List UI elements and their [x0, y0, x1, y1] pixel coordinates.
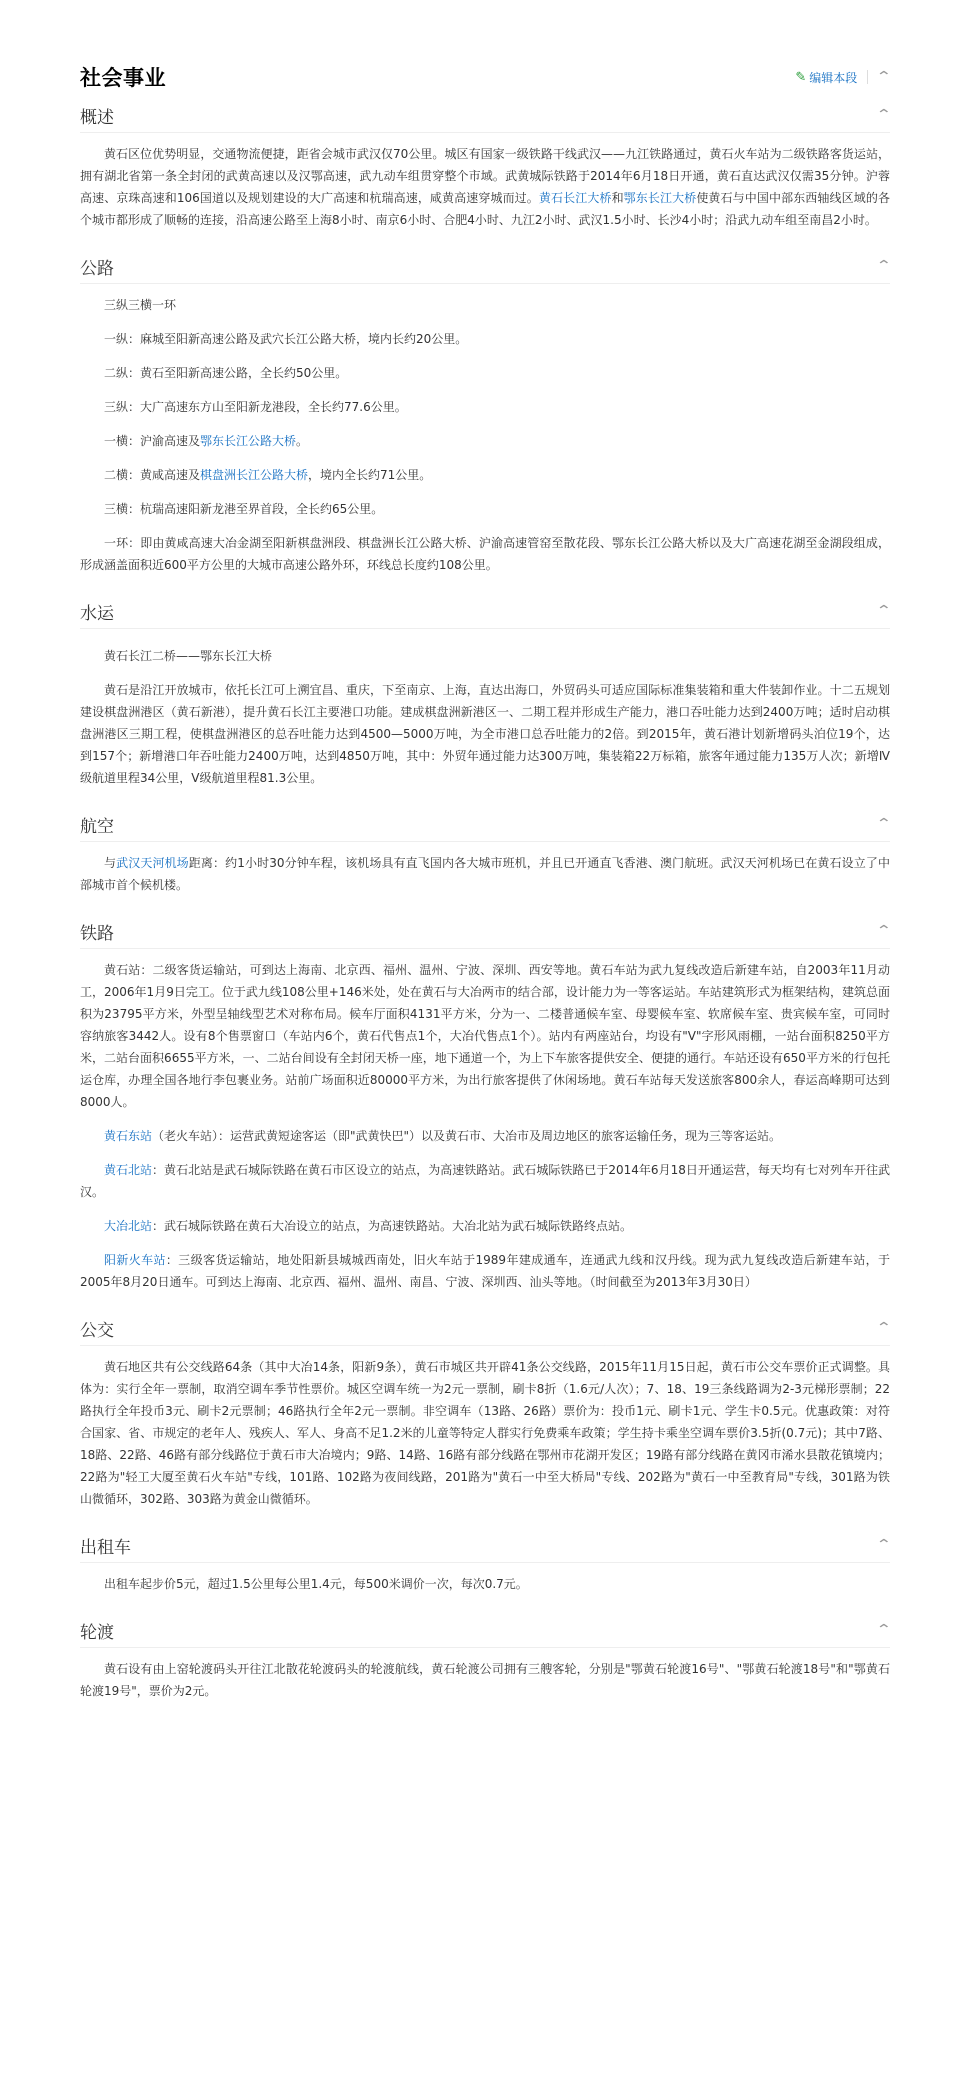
main-header	[80, 60, 893, 94]
chevron-up-icon[interactable]: ⌃	[875, 1320, 893, 1336]
pencil-icon: ✎	[795, 69, 807, 85]
section-header-highway	[80, 249, 893, 284]
air-text-a: 与	[104, 856, 117, 870]
highway-h1	[80, 430, 890, 452]
chevron-up-icon[interactable]: ⌃	[875, 923, 893, 939]
section-body-water	[80, 629, 890, 807]
highway-z3: 三纵：大广高速东方山至阳新龙港段，全长约77.6公里。	[104, 400, 407, 414]
edit-section-button[interactable]	[795, 69, 857, 86]
section-title-bus: 公交	[80, 1320, 114, 1341]
section-body-air	[80, 842, 890, 914]
section-title-highway: 公路	[80, 258, 114, 279]
rail-huangshi-east	[80, 1125, 890, 1147]
air-paragraph	[80, 852, 890, 896]
overview-text-a: 黄石区位优势明显，交通物流便捷，距省会城市武汉仅70公里。城区有国家一级铁路干线武汉——九江铁路通过，黄石火车站为二级铁路客货运站，拥有湖北省第一条全封闭的武黄高速以及汉鄂高速，武九动车组贯穿整个市域。武黄城际铁路于2014年6月18日开通，黄石直达武汉仅需35分钟。沪蓉高速、京珠高速和106国道以及规划建设的大广高速和杭瑞高速，咸黄高速穿城而过。	[80, 147, 890, 205]
article-content	[80, 60, 893, 1720]
edit-section-label: 编辑本段	[809, 70, 858, 85]
section-header-overview	[80, 98, 893, 133]
section-header-taxi	[80, 1528, 893, 1563]
link-daye-north-station[interactable]: 大冶北站	[104, 1219, 153, 1233]
section-ferry	[80, 1613, 893, 1720]
ferry-paragraph: 黄石设有由上窑轮渡码头开往江北散花轮渡码头的轮渡航线，黄石轮渡公司拥有三艘客轮，分别是"鄂黄石轮渡16号"、"鄂黄石轮渡18号"和"鄂黄石轮渡19号"，票价为2元。	[80, 1662, 890, 1698]
section-body-rail	[80, 949, 890, 1311]
section-bus	[80, 1311, 893, 1528]
highway-z1: 一纵：麻城至阳新高速公路及武穴长江公路大桥，境内长约20公里。	[104, 332, 468, 346]
section-title-overview: 概述	[80, 107, 114, 128]
section-title-air: 航空	[80, 816, 114, 837]
link-huangshi-bridge[interactable]: 黄石长江大桥	[538, 191, 612, 205]
rail-huangshi-station: 黄石站：二级客货运输站，可到达上海南、北京西、福州、温州、宁波、深圳、西安等地。黄石车站为武九复线改造后新建车站，自2003年11月动工，2006年1月9日完工。位于武九线108公里+146米处，处在黄石与大冶两市的结合部，设计能力为一等客运站。车站建筑形式为框架结构，建筑总面积为23795平方米，外型呈轴线型艺术对称布局。候车厅面积4131平方米，分为一、二楼普通候车室、母婴候车室、软席候车室、贵宾候车室，可同时容纳旅客3442人。设有8个售票窗口（车站内6个，黄石代售点1个，大冶代售点1个）。站内有两座站台，均设有"V"字形风雨棚，一站台面积8250平方米，二站台面积6655平方米，一、二站台间设有全封闭天桥一座，地下通道一个，为上下车旅客提供安全、便捷的通行。车站还设有650平方米的行包托运仓库，办理全国各地行李包裹业务。站前广场面积近80000平方米，为出行旅客提供了休闲场地。黄石车站每天发送旅客800余人，春运高峰期可达到8000人。	[80, 963, 890, 1109]
rail-north-text: ：黄石北站是武石城际铁路在黄石市区设立的站点，为高速铁路站。武石城际铁路已于2014年6月18日开通运营，每天均有七对列车开往武汉。	[80, 1163, 890, 1199]
rail-east-text: （老火车站）：运营武黄短途客运（即"武黄快巴"）以及黄石市、大冶市及周边地区的旅客运输任务，现为三等客运站。	[152, 1129, 782, 1143]
section-title-taxi: 出租车	[80, 1537, 131, 1558]
section-body-highway	[80, 284, 890, 594]
link-edong-highway-bridge[interactable]: 鄂东长江公路大桥	[200, 434, 297, 448]
page-title: 社会事业	[80, 66, 166, 90]
rail-yangxin-station	[80, 1249, 890, 1293]
link-qipanzhou-bridge[interactable]: 棋盘洲长江公路大桥	[200, 468, 309, 482]
link-tianhe-airport[interactable]: 武汉天河机场	[116, 856, 189, 870]
chevron-up-icon[interactable]: ⌃	[875, 816, 893, 832]
water-paragraph: 黄石是沿江开放城市，依托长江可上溯宜昌、重庆，下至南京、上海，直达出海口，外贸码头可适应国际标准集装箱和重大件装卸作业。十二五规划建设棋盘洲港区（黄石新港），提升黄石长江主要港口功能。建成棋盘洲新港区一、二期工程并形成生产能力，港口吞吐能力达到2400万吨；适时启动棋盘洲港区三期工程，使棋盘洲港区的总吞吐能力达到4500—5000万吨，为全市港口总吞吐能力的2倍。到2015年，黄石港计划新增码头泊位19个，达到157个；新增港口年吞吐能力2400万吨，达到4850万吨，其中：外贸年通过能力达300万吨，集装箱22万标箱，旅客年通过能力135万人次；新增Ⅳ级航道里程34公里，Ⅴ级航道里程81.3公里。	[80, 683, 890, 785]
section-header-ferry	[80, 1613, 893, 1648]
link-yangxin-station[interactable]: 阳新火车站	[104, 1253, 166, 1267]
highway-h1-text-b: 。	[296, 434, 309, 448]
section-rail	[80, 914, 893, 1311]
section-overview	[80, 98, 893, 249]
chevron-up-icon[interactable]: ⌃	[875, 69, 893, 85]
rail-daye-text: ：武石城际铁路在黄石大冶设立的站点，为高速铁路站。大冶北站为武石城际铁路终点站。	[152, 1219, 633, 1233]
bus-paragraph: 黄石地区共有公交线路64条（其中大冶14条，阳新9条），黄石市城区共开辟41条公交线路，2015年11月15日起，黄石市公交车票价正式调整。具体为：实行全年一票制，取消空调车季节性票价。城区空调车统一为2元一票制，刷卡8折（1.6元/人次）；7、18、19三条线路调为2-3元梯形票制；22路执行全年投币3元、刷卡2元票制；46路执行全年2元一票制。非空调车（13路、26路）票价为：投币1元、刷卡1元、学生卡0.5元。优惠政策：对符合国家、省、市规定的老年人、残疾人、军人、身高不足1.2米的儿童等特定人群实行免费乘车政策；学生持卡乘坐空调车票价3.5折(0.7元)；其中7路、18路、22路、46路有部分线路位于黄石市大冶境内；9路、14路、16路有部分线路在鄂州市花湖开发区；19路有部分线路在黄冈市浠水县散花镇境内；22路为"轻工大厦至黄石火车站"专线，101路、102路为夜间线路，201路为"黄石一中至大桥局"专线、202路为"黄石一中至教育局"专线，301路为铁山微循环，302路、303路为黄金山微循环。	[80, 1360, 890, 1506]
section-title-water: 水运	[80, 603, 114, 624]
rail-daye-north	[80, 1215, 890, 1237]
taxi-paragraph: 出租车起步价5元，超过1.5公里每公里1.4元，每500米调价一次，每次0.7元。	[104, 1577, 528, 1591]
section-header-air	[80, 807, 893, 842]
section-body-bus	[80, 1346, 890, 1528]
section-taxi	[80, 1528, 893, 1613]
tool-divider	[867, 70, 868, 84]
link-huangshi-north-station[interactable]: 黄石北站	[104, 1163, 153, 1177]
chevron-up-icon[interactable]: ⌃	[875, 1622, 893, 1638]
link-edong-bridge[interactable]: 鄂东长江大桥	[623, 191, 697, 205]
highway-h2-text-a: 二横：黄咸高速及	[104, 468, 201, 482]
chevron-up-icon[interactable]: ⌃	[875, 107, 893, 123]
section-header-water	[80, 594, 893, 629]
section-title-rail: 铁路	[80, 923, 114, 944]
section-title-ferry: 轮渡	[80, 1622, 114, 1643]
section-header-bus	[80, 1311, 893, 1346]
chevron-up-icon[interactable]: ⌃	[875, 1537, 893, 1553]
section-air	[80, 807, 893, 914]
highway-h2-text-b: ，境内全长约71公里。	[308, 468, 432, 482]
link-huangshi-east-station[interactable]: 黄石东站	[104, 1129, 153, 1143]
highway-h1-text-a: 一横：沪渝高速及	[104, 434, 201, 448]
highway-ring: 一环：即由黄咸高速大冶金湖至阳新棋盘洲段、棋盘洲长江公路大桥、沪渝高速管窑至散花段、鄂东长江公路大桥以及大广高速花湖至金湖段组成，形成涵盖面积近600平方公里的大城市高速公路外环，环线总长度约108公里。	[80, 536, 890, 572]
overview-paragraph	[80, 143, 890, 231]
chevron-up-icon[interactable]: ⌃	[875, 603, 893, 619]
chevron-up-icon[interactable]: ⌃	[875, 258, 893, 274]
highway-h2	[80, 464, 890, 486]
highway-h3: 三横：杭瑞高速阳新龙港至界首段，全长约65公里。	[104, 502, 384, 516]
overview-text-b: 使黄石与中国中部东西轴线区域的各个城市都形成了顺畅的连接，沿高速公路至上海8小时、南京6小时、合肥4小时、九江2小时、武汉1.5小时、长沙4小时；沿武九动车组至南昌2小时。	[80, 191, 890, 227]
air-text-b: 距离：约1小时30分钟车程，该机场具有直飞国内各大城市班机，并且已开通直飞香港、澳门航班。武汉天河机场已在黄石设立了中部城市首个候机楼。	[80, 856, 890, 892]
rail-yangxin-text: ：三级客货运输站，地处阳新县城城西南处，旧火车站于1989年建成通车，连通武九线和汉丹线。现为武九复线改造后新建车站，于2005年8月20日通车。可到达上海南、北京西、福州、温州、南昌、宁波、深圳西、汕头等地。（时间截至为2013年3月30日）	[80, 1253, 890, 1289]
section-water	[80, 594, 893, 807]
section-body-ferry	[80, 1648, 890, 1720]
overview-text-and: 和	[611, 191, 624, 205]
section-highway	[80, 249, 893, 594]
header-tools	[795, 69, 893, 86]
rail-huangshi-north	[80, 1159, 890, 1203]
section-body-overview	[80, 133, 890, 249]
highway-z2: 二纵：黄石至阳新高速公路，全长约50公里。	[104, 366, 348, 380]
section-header-rail	[80, 914, 893, 949]
water-caption: 黄石长江二桥——鄂东长江大桥	[104, 649, 273, 663]
highway-intro: 三纵三横一环	[104, 298, 177, 312]
section-body-taxi	[80, 1563, 890, 1613]
